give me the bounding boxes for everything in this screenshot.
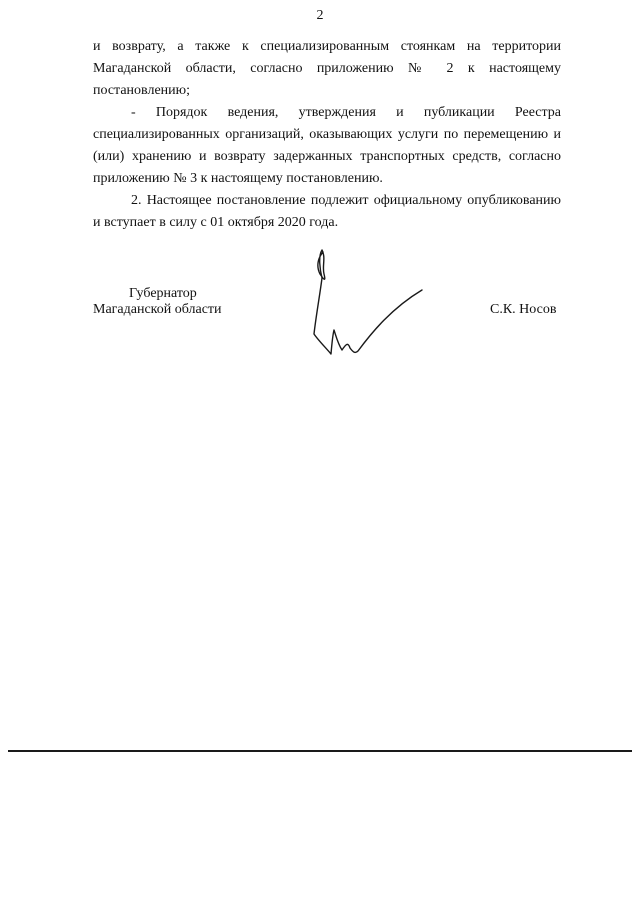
signature-stroke xyxy=(314,250,422,354)
signatory-title-line1: Губернатор xyxy=(129,286,197,301)
signatory-title-line2: Магаданской области xyxy=(93,302,222,317)
signer-name: С.К. Носов xyxy=(490,302,557,317)
bottom-divider xyxy=(8,750,632,752)
body-text xyxy=(93,36,561,234)
paragraph-continuation: и возврату, а также к специализированным стоянкам на территории Магаданской области, согласно приложению № 2 к настоящему постановлению; xyxy=(93,39,561,98)
paragraph-clause-2: 2. Настоящее постановление подлежит официальному опубликованию и вступает в силу с 01 октября 2020 года. xyxy=(93,193,561,230)
page-number: 2 xyxy=(316,8,324,23)
handwritten-signature xyxy=(300,244,440,364)
paragraph-list-item: - Порядок ведения, утверждения и публикации Реестра специализированных организаций, оказывающих услуги по перемещению и (или) хранению и возврату задержанных транспортных средств, согласно приложению № 3 к настоящему постановлению. xyxy=(93,105,561,186)
signatory-block xyxy=(93,286,222,318)
